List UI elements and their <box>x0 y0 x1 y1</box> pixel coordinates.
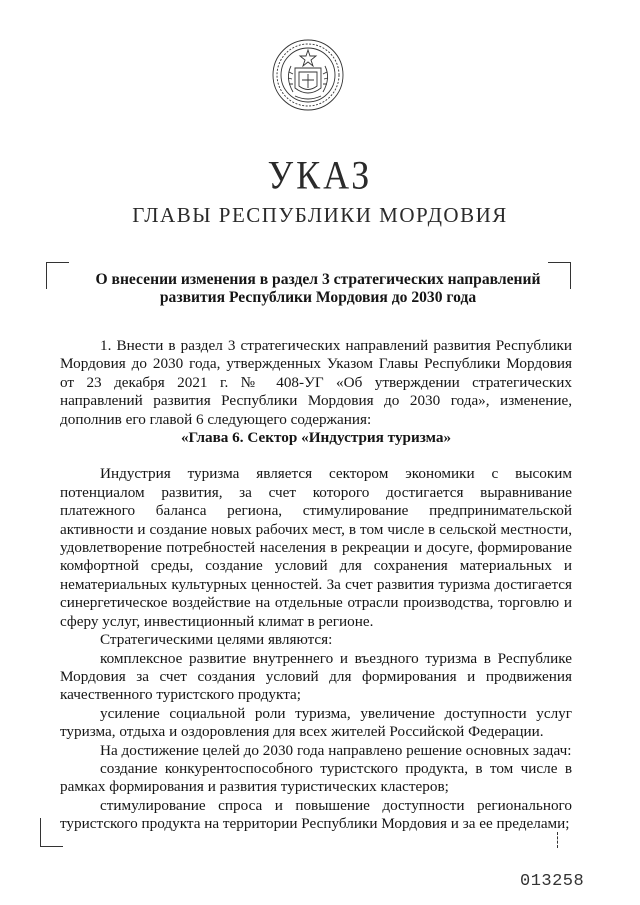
paragraph: Индустрия туризма является сектором экономики с высоким потенциалом развития, за счет которого достигается выравнивание платежного баланса региона, стимулирование предпринимательской активности и создание новых рабочих мест, в том числе в сельской местности, удовлетворение потребностей населения в рекреации и досуге, формирование комфортной среды, создание условий для сохранения материальных и нематериальных культурных ценностей. За счет развития туризма достигается синергетическое воздействие на отдельные отрасли производства, торговлю и сферу услуг, инвестиционный климат в регионе. <box>60 465 572 630</box>
paragraph: комплексное развитие внутреннего и въездного туризма в Республике Мордовия за счет создания условий для формирования и продвижения качественного туристского продукта; <box>60 649 572 704</box>
page-bracket-right <box>545 832 558 848</box>
decree-heading-line: развития Республики Мордовия до 2030 года <box>159 289 477 306</box>
paragraph: стимулирование спроса и повышение доступности регионального туристского продукта на территории Республики Мордовия и за ее пределами; <box>60 796 572 833</box>
document-subtitle: ГЛАВЫ РЕСПУБЛИКИ МОРДОВИЯ <box>132 203 508 227</box>
paragraph: 1. Внести в раздел 3 стратегических направлений развития Республики Мордовия до 2030 года, утвержденных Указом Главы Республики Мордовия от 23 декабря 2021 г. № 408-УГ «Об утверждении стратегических направлений развития Республики Мордовия до 2030 года», изменение, дополнив его главой 6 следующего содержания: <box>60 337 572 428</box>
paragraph: усиление социальной роли туризма, увеличение доступности услуг туризма, отдыха и оздоровления для всех жителей Российской Федерации. <box>60 704 572 741</box>
decree-heading-line: О внесении изменения в раздел 3 стратегических направлений <box>95 271 541 288</box>
paragraph: Стратегическими целями являются: <box>100 631 333 649</box>
paragraph: На достижение целей до 2030 года направлено решение основных задач: <box>100 741 572 759</box>
page-bracket-left <box>40 818 63 847</box>
page-serial-number: 013258 <box>520 872 585 891</box>
paragraph: создание конкурентоспособного туристского продукта, в том числе в рамках формирования и развития туристических кластеров; <box>60 759 572 796</box>
document-title: УКАЗ <box>267 152 373 198</box>
decree-body <box>60 337 572 834</box>
decree-heading <box>70 271 566 307</box>
coat-of-arms-icon <box>271 38 345 112</box>
chapter-heading: «Глава 6. Сектор «Индустрия туризма» <box>180 429 452 447</box>
heading-bracket-left <box>46 262 69 289</box>
